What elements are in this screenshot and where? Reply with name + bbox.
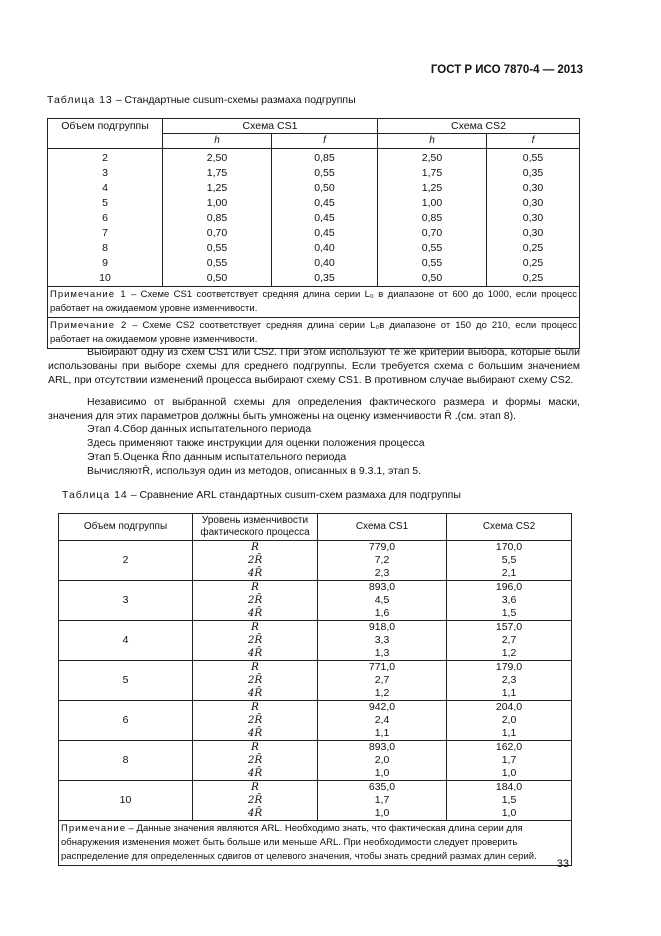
t13-row xyxy=(48,241,580,256)
t13-cell: 8 xyxy=(48,241,163,256)
t14-cs1-cell: 1,2 xyxy=(318,687,447,701)
paragraph-mask-params: Независимо от выбранной схемы для определения фактического размера и формы маски, значения для этих параметров должны быть умножены на оценку изменчивости R̄ .(см. этап 8). xyxy=(48,396,580,422)
t13-cell: 0,55 xyxy=(272,166,378,181)
table-13 xyxy=(47,118,580,349)
t14-cs2-cell: 179,0 xyxy=(447,661,572,675)
t13-sub-h1: h xyxy=(163,134,272,149)
t14-level-cell: 2R̄ xyxy=(193,594,318,607)
t13-row xyxy=(48,211,580,226)
t14-cs1-cell: 2,4 xyxy=(318,714,447,727)
t13-cell: 0,25 xyxy=(487,241,580,256)
t14-row xyxy=(59,581,572,595)
t13-cell: 0,50 xyxy=(272,181,378,196)
instructions-line: Здесь применяют также инструкции для оценки положения процесса xyxy=(87,437,425,449)
t13-sub-f2: f xyxy=(487,134,580,149)
t13-row xyxy=(48,181,580,196)
t13-cell: 3 xyxy=(48,166,163,181)
t14-cs2-cell: 162,0 xyxy=(447,741,572,755)
t13-cell: 10 xyxy=(48,271,163,287)
t14-cs1-cell: 635,0 xyxy=(318,781,447,795)
t13-cell: 2 xyxy=(48,149,163,167)
t14-level-cell: 2R̄ xyxy=(193,754,318,767)
t13-cell: 0,85 xyxy=(378,211,487,226)
t14-col-level: Уровень изменчивости фактического процесса xyxy=(193,514,318,541)
t13-cell: 0,55 xyxy=(487,149,580,167)
t13-note-1 xyxy=(48,287,580,318)
t14-row xyxy=(59,741,572,755)
t13-row xyxy=(48,166,580,181)
step-4-line: Этап 4.Сбор данных испытательного периода xyxy=(87,423,312,435)
t14-level-cell: 4R̄ xyxy=(193,807,318,821)
t14-size-cell: 6 xyxy=(59,701,193,741)
t14-cs2-cell: 204,0 xyxy=(447,701,572,715)
t14-row xyxy=(59,781,572,795)
t14-col-size: Объем подгруппы xyxy=(59,514,193,541)
t14-level-cell: R̄ xyxy=(193,661,318,675)
t13-cell: 0,50 xyxy=(163,271,272,287)
t13-col-cs2: Схема CS2 xyxy=(378,119,580,134)
page-number: 33 xyxy=(556,858,569,870)
t13-sub-h2: h xyxy=(378,134,487,149)
t14-level-cell: 4R̄ xyxy=(193,607,318,621)
t14-cs1-cell: 1,7 xyxy=(318,794,447,807)
t14-cs2-cell: 196,0 xyxy=(447,581,572,595)
t14-cs2-cell: 2,0 xyxy=(447,714,572,727)
t13-cell: 7 xyxy=(48,226,163,241)
t14-cs2-cell: 2,3 xyxy=(447,674,572,687)
t14-row xyxy=(59,701,572,715)
t13-row xyxy=(48,196,580,211)
t14-cs1-cell: 1,6 xyxy=(318,607,447,621)
t13-cell: 6 xyxy=(48,211,163,226)
t13-cell: 0,70 xyxy=(163,226,272,241)
t14-size-cell: 10 xyxy=(59,781,193,821)
t14-level-cell: 4R̄ xyxy=(193,687,318,701)
t13-note-2 xyxy=(48,318,580,349)
t14-note-label: Примечание xyxy=(61,823,126,834)
t14-size-cell: 2 xyxy=(59,541,193,581)
t14-cs1-cell: 7,2 xyxy=(318,554,447,567)
t13-cell: 0,40 xyxy=(272,256,378,271)
t14-level-cell: 2R̄ xyxy=(193,714,318,727)
table13-caption xyxy=(47,94,356,106)
t14-cs2-cell: 1,0 xyxy=(447,767,572,781)
t14-cs2-cell: 5,5 xyxy=(447,554,572,567)
t13-cell: 0,30 xyxy=(487,196,580,211)
t13-cell: 0,45 xyxy=(272,211,378,226)
t14-level-cell: R̄ xyxy=(193,541,318,555)
t13-cell: 0,85 xyxy=(163,211,272,226)
t14-cs2-cell: 1,5 xyxy=(447,607,572,621)
t13-cell: 0,30 xyxy=(487,211,580,226)
t13-cell: 0,45 xyxy=(272,226,378,241)
t13-cell: 9 xyxy=(48,256,163,271)
t14-cs1-cell: 2,0 xyxy=(318,754,447,767)
t14-level-cell: 2R̄ xyxy=(193,794,318,807)
step-5-line: Этап 5.Оценка R̄по данным испытательного периода xyxy=(87,451,347,463)
t14-cs2-cell: 1,2 xyxy=(447,647,572,661)
t14-cs2-cell: 2,1 xyxy=(447,567,572,581)
t13-cell: 0,55 xyxy=(378,256,487,271)
t14-cs2-cell: 2,7 xyxy=(447,634,572,647)
paragraph-choose-scheme: Выбирают одну из схем CS1 или CS2. При этом используют те же критерии выбора, которые были использованы при выборе схемы для среднего подгруппы. Если требуется схема с большим значением ARL, при отсутствии изменений процесса выбирают схему CS1. В противном случае выбирают схему CS2. xyxy=(48,346,580,386)
t14-level-cell: R̄ xyxy=(193,741,318,755)
t13-cell: 0,25 xyxy=(487,256,580,271)
t14-col-cs1: Схема CS1 xyxy=(318,514,447,541)
t13-cell: 0,55 xyxy=(163,241,272,256)
t14-cs1-cell: 918,0 xyxy=(318,621,447,635)
t14-cs1-cell: 4,5 xyxy=(318,594,447,607)
table14-caption-text: – Сравнение ARL стандартных cusum-схем размаха для подгруппы xyxy=(127,489,461,501)
t14-level-cell: R̄ xyxy=(193,781,318,795)
t14-cs2-cell: 157,0 xyxy=(447,621,572,635)
t14-cs2-cell: 170,0 xyxy=(447,541,572,555)
t13-row xyxy=(48,226,580,241)
t14-cs2-cell: 1,1 xyxy=(447,687,572,701)
table13-caption-text: – Стандартные cusum-схемы размаха подгруппы xyxy=(112,94,356,106)
t14-cs2-cell: 1,1 xyxy=(447,727,572,741)
t14-cs1-cell: 771,0 xyxy=(318,661,447,675)
t14-level-cell: 2R̄ xyxy=(193,554,318,567)
t14-cs1-cell: 3,3 xyxy=(318,634,447,647)
t14-size-cell: 5 xyxy=(59,661,193,701)
t14-level-cell: 2R̄ xyxy=(193,674,318,687)
t13-cell: 1,25 xyxy=(378,181,487,196)
t14-note xyxy=(59,821,572,866)
t13-col-cs1: Схема CS1 xyxy=(163,119,378,134)
document-header: ГОСТ Р ИСО 7870-4 — 2013 xyxy=(430,64,583,76)
t14-cs1-cell: 779,0 xyxy=(318,541,447,555)
t14-size-cell: 3 xyxy=(59,581,193,621)
t14-level-cell: 4R̄ xyxy=(193,727,318,741)
t13-cell: 0,45 xyxy=(272,196,378,211)
t13-row xyxy=(48,149,580,167)
t14-cs2-cell: 1,0 xyxy=(447,807,572,821)
t13-cell: 0,30 xyxy=(487,181,580,196)
t13-cell: 0,25 xyxy=(487,271,580,287)
t13-cell: 2,50 xyxy=(378,149,487,167)
t13-cell: 1,25 xyxy=(163,181,272,196)
t14-level-cell: R̄ xyxy=(193,581,318,595)
t13-cell: 0,35 xyxy=(272,271,378,287)
t13-note2-label: Примечание 2 xyxy=(50,320,128,331)
table-14 xyxy=(58,513,572,866)
t14-size-cell: 4 xyxy=(59,621,193,661)
t13-cell: 2,50 xyxy=(163,149,272,167)
t13-note1-label: Примечание 1 xyxy=(50,289,127,300)
t14-size-cell: 8 xyxy=(59,741,193,781)
t14-cs2-cell: 3,6 xyxy=(447,594,572,607)
t14-cs2-cell: 1,7 xyxy=(447,754,572,767)
t13-cell: 1,75 xyxy=(163,166,272,181)
t13-cell: 1,00 xyxy=(378,196,487,211)
t13-cell: 0,30 xyxy=(487,226,580,241)
t14-cs2-cell: 184,0 xyxy=(447,781,572,795)
t13-cell: 5 xyxy=(48,196,163,211)
t13-col-size: Объем подгруппы xyxy=(48,119,163,149)
t13-cell: 4 xyxy=(48,181,163,196)
t14-level-cell: 4R̄ xyxy=(193,767,318,781)
t14-cs1-cell: 1,1 xyxy=(318,727,447,741)
t14-level-cell: 4R̄ xyxy=(193,647,318,661)
t14-row xyxy=(59,661,572,675)
t13-cell: 0,85 xyxy=(272,149,378,167)
t14-cs1-cell: 893,0 xyxy=(318,741,447,755)
t13-cell: 0,40 xyxy=(272,241,378,256)
t13-note1-text: – Схеме CS1 соответствует средняя длина серии L₀ в диапазоне от 600 до 1000, если процесс работает на ожидаемом уровне изменчивости. xyxy=(50,289,577,314)
t14-note-text: – Данные значения являются ARL. Необходимо знать, что фактическая длина серии для обнаружения изменения может быть больше или меньше ARL. При необходимости следует проверить распределение для определенных сдвигов от целевого значения, чтобы знать средний размах длин серий. xyxy=(61,823,537,862)
t14-cs1-cell: 2,7 xyxy=(318,674,447,687)
t14-level-cell: 4R̄ xyxy=(193,567,318,581)
t14-cs1-cell: 1,0 xyxy=(318,767,447,781)
compute-line: ВычисляютR̄, используя один из методов, описанных в 9.3.1, этап 5. xyxy=(87,465,422,477)
t13-cell: 0,70 xyxy=(378,226,487,241)
t14-row xyxy=(59,541,572,555)
t14-cs1-cell: 1,3 xyxy=(318,647,447,661)
t13-note2-text: – Схеме CS2 соответствует средняя длина серии L₀в диапазоне от 150 до 210, если процесс работает на ожидаемом уровне изменчивости. xyxy=(50,320,577,345)
t13-sub-f1: f xyxy=(272,134,378,149)
t14-cs1-cell: 2,3 xyxy=(318,567,447,581)
t14-row xyxy=(59,621,572,635)
t13-row xyxy=(48,271,580,287)
t14-col-cs2: Схема CS2 xyxy=(447,514,572,541)
table14-caption xyxy=(62,489,461,501)
t13-cell: 0,55 xyxy=(163,256,272,271)
t14-level-cell: 2R̄ xyxy=(193,634,318,647)
t13-cell: 0,35 xyxy=(487,166,580,181)
t14-cs1-cell: 893,0 xyxy=(318,581,447,595)
t13-cell: 1,00 xyxy=(163,196,272,211)
t14-cs2-cell: 1,5 xyxy=(447,794,572,807)
t13-cell: 0,50 xyxy=(378,271,487,287)
t14-cs1-cell: 1,0 xyxy=(318,807,447,821)
t14-level-cell: R̄ xyxy=(193,701,318,715)
table14-caption-label: Таблица 14 xyxy=(62,489,128,501)
t13-cell: 1,75 xyxy=(378,166,487,181)
t13-row xyxy=(48,256,580,271)
t14-level-cell: R̄ xyxy=(193,621,318,635)
t14-cs1-cell: 942,0 xyxy=(318,701,447,715)
t13-cell: 0,55 xyxy=(378,241,487,256)
table13-caption-label: Таблица 13 xyxy=(47,94,113,106)
